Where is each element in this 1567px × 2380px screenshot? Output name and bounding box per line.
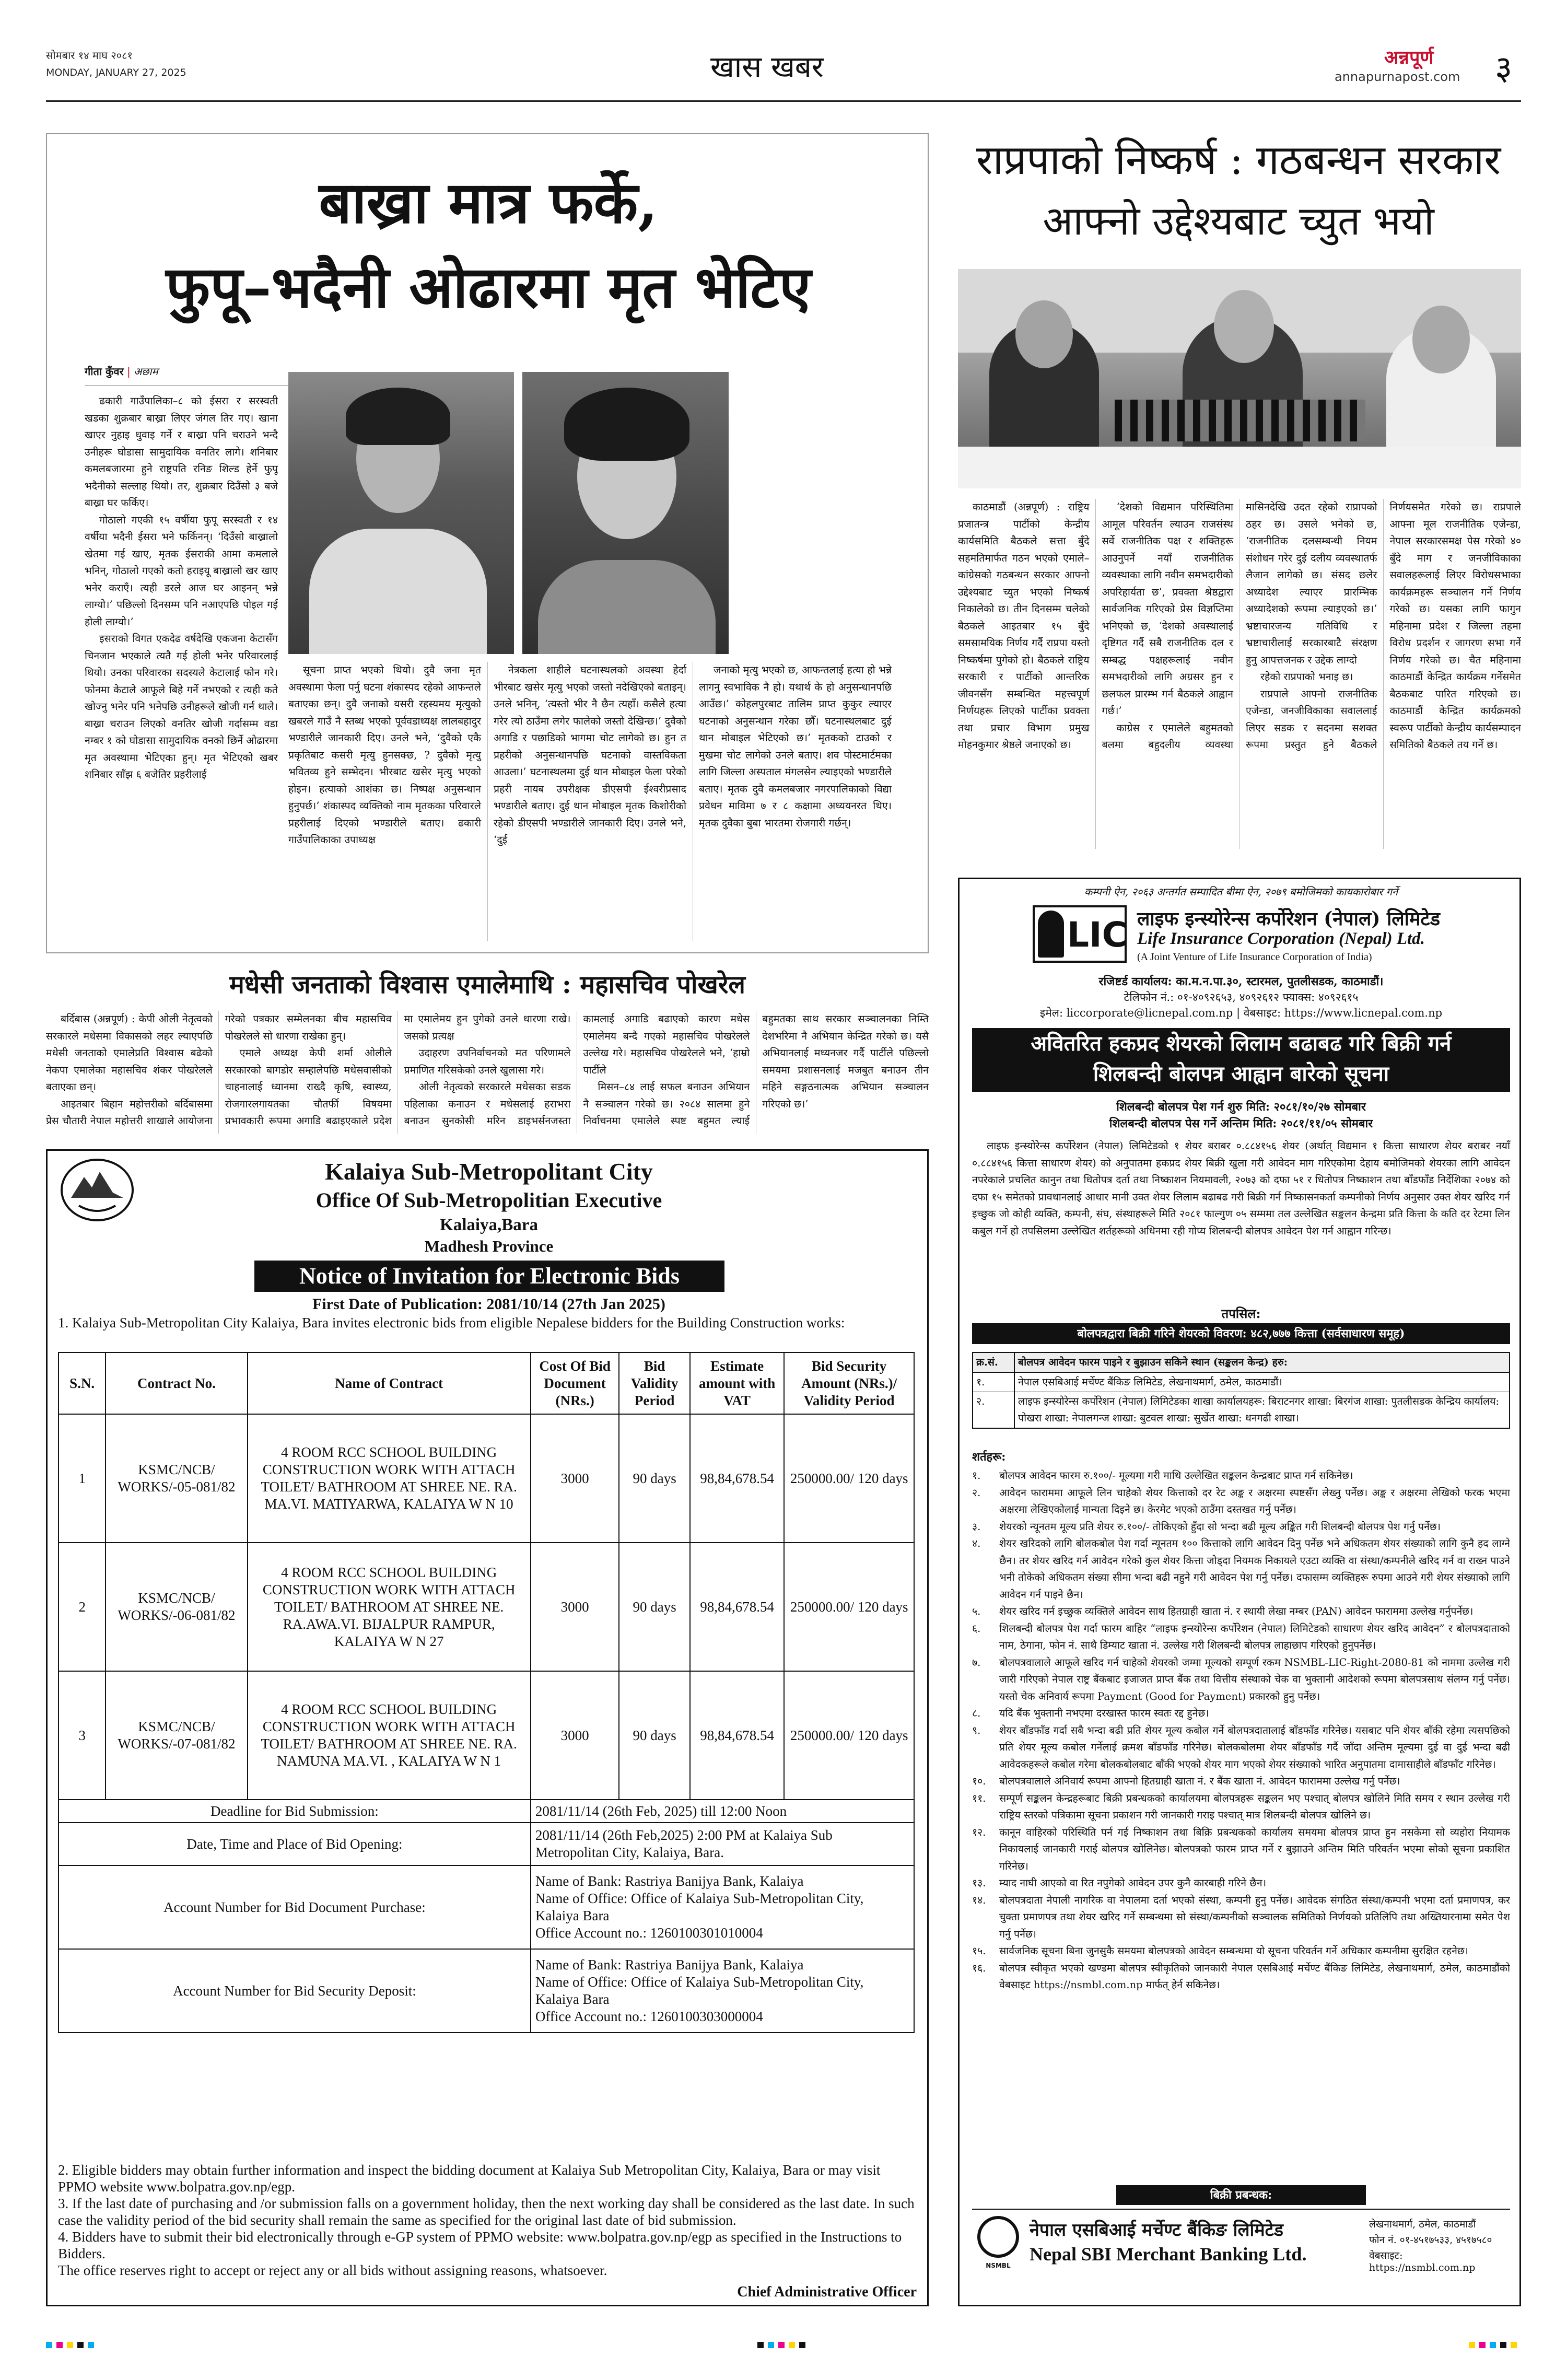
rpp-para: काठमाडौं (अन्नपूर्ण) : राष्ट्रिय प्रजातन्त्र पार्टीको केन्द्रीय कार्यसमिति बैठकले सत्ता बुँदे सहमतिमार्फत गठन भएको एमाले–कांग्रेसको गठबन्धन सरकार आफ्नो उद्देश्यबाट च्युत भएको निष्कर्ष निकालेको छ। तीन दिनसम्म चलेको बैठकले आइतबार १५ बुँदे समसामयिक निर्णय गर्दै राप्रपा यस्तो निष्कर्षमा पुगेको हो। बैठकले राष्ट्रिय सरकारी र पार्टीको आन्तरिक जीवनसँग सम्बन्धित महत्त्वपूर्ण निर्णयहरू लिएको पार्टीका प्रवक्ता तथा प्रचार विभाग प्रमुख मोहनकुमार श्रेष्ठले जनाएको छ। bbox=[958, 501, 1090, 751]
cell-name: 4 ROOM RCC SCHOOL BUILDING CONSTRUCTION WORK WITH ATTACH TOILET/ BATHROOM AT SHREE NE. RA.AWA.VI. BIJALPUR RAMPUR, KALAIYA W N 27 bbox=[248, 1543, 531, 1671]
lic-dates-1: शिलबन्दी बोलपत्र पेश गर्न शुरु मिति: २०८१/१०/२७ सोमबार bbox=[1116, 1100, 1366, 1114]
detail-row bbox=[59, 1949, 914, 2033]
lic-lamp-icon bbox=[1038, 911, 1064, 958]
madhesh-body bbox=[46, 1011, 929, 1134]
lic-tapsil: तपसिल: bbox=[1221, 1306, 1261, 1321]
cell-cost: 3000 bbox=[531, 1671, 619, 1800]
masthead-date-en: MONDAY, JANUARY 27, 2025 bbox=[46, 67, 186, 78]
centers-head-title: बोलपत्र आवेदन फारम पाइने र बुझाउन सकिने स्थान (सङ्कलन केन्द्र) हरु: bbox=[1018, 1356, 1288, 1368]
term-text: शेयरको न्यूनतम मूल्य प्रति शेयर रु.१००/- तोकिएको हुँदा सो भन्दा बढी मूल्य अङ्कित गरी शिलबन्दी बोलपत्र पेश गर्नु पर्नेछ। bbox=[999, 1520, 1441, 1533]
lic-agent-block bbox=[972, 2209, 1510, 2297]
term-text: यदि बैंक भुक्तानी नभएमा दरखास्त फारम स्वतः रद्द हुनेछ। bbox=[999, 1707, 1209, 1719]
cell-cost: 3000 bbox=[531, 1543, 619, 1671]
rpp-para: राप्रपाले आफ्नो राजनीतिक एजेन्डा, जनजीविकाका सवाललाई लिएर सडक र सदनमा सशक्त रूपमा प्रस्तुत हुने बैठकले निर्णयसमेत गरेको छ। राप्रपाले आफ्ना मूल राजनीतिक एजेन्डा, नेपाल सरकारसमक्ष पेस गरेको ४० बुँदे माग र जनजीविकाका सवालहरूलाई लिएर विरोधसभाका कार्यक्रमहरू सञ्चालन गर्ने निर्णय गरेको छ। यसका लागि फागुन महिनामा प्रदेश र जिल्ला तहमा विरोध प्रदर्शन र जागरण सभा गर्ने निर्णय गरेको छ। चैत महिनामा काठमाडौं केन्द्रित कार्यक्रम गर्नेसमेत बैठकबाट पारित गरिएको छ। काठमाडौं केन्द्रित कार्यक्रमको स्वरूप पार्टीको केन्द्रीय कार्यसम्पादन समितिको बैठकले तय गर्ने छ। bbox=[1246, 501, 1521, 751]
cell-contract-no: KSMC/NCB/ WORKS/-05-081/82 bbox=[106, 1414, 247, 1543]
rpp-para: काग्रेस र एमालेले बहुमतको बलमा बहुदलीय व्यवस्था मासिनदेखि उदत रहेको राप्रापको ठहर छ। उसले भनेको छ, ‘राजनीतिक दलसम्बन्धी नियम संशोधन गरेर दुई दलीय व्यवस्थातर्फ लैजान लागेको छ। संसद छलेर अध्यादेश ल्याएर प्रारम्भिक अध्यादेशको रूपमा ल्याइएको छ।’ भ्रष्टाचारजन्य गतिविधि र भ्रष्टाचारीलाई सरकारबाटै संरक्षण हुनु आपत्तजनक र उद्देक लाग्दो bbox=[1102, 501, 1377, 751]
goat-para: ढकारी गाउँपालिका–८ को ईसरा र सरस्वती खडका शुक्रबार बाख्रा लिएर जंगल तिर गए। खाना खाएर नुहाइ धुवाइ गर्ने र बाख्रा पनि चराउने भन्दै उनीहरू घोडासा सामुदायिक वनतिर लागे। शनिबार कमलबजारमा हुने राष्ट्रपति रनिङ शिल्ड हेर्ने फुपू भदैनीको सल्लाह थियो। तर, शुक्रबार दिउँसो ३ बजे बाख्रा घर फर्किए। bbox=[85, 395, 278, 509]
centers-head-sn: क्र.सं. bbox=[973, 1353, 1015, 1372]
term-text: म्याद नाघी आएको वा रित नपुगेको आवेदन उपर कुनै कारबाही गरिने छैन। bbox=[999, 1877, 1267, 1889]
lic-terms-head: शर्तहरू: bbox=[972, 1450, 1006, 1464]
lic-name-en: Life Insurance Corporation (Nepal) Ltd. bbox=[1137, 929, 1425, 948]
mark-yellow bbox=[1511, 2342, 1517, 2348]
person-right-head bbox=[1412, 306, 1470, 374]
shirt-shape-1 bbox=[309, 529, 487, 654]
center-text: नेपाल एसबिआई मर्चेण्ट बैंकिङ लिमिटेड, लेखनाथमार्ग, ठमेल, काठमाडौं। bbox=[1018, 1376, 1282, 1388]
mark-magenta bbox=[56, 2342, 63, 2348]
mark-black bbox=[799, 2342, 805, 2348]
centers-header bbox=[973, 1353, 1509, 1373]
detail-row bbox=[59, 1800, 914, 1823]
term-text: सार्वजनिक सूचना बिना जुनसुकै समयमा बोलपत्रको आवेदन सम्बन्धमा यो सूचना परिवर्तन गर्ने अधिकार कम्पनीमा सुरक्षित रहनेछ। bbox=[999, 1945, 1468, 1957]
agent-addr: लेखनाथमार्ग, ठमेल, काठमाडौं bbox=[1369, 2219, 1476, 2230]
person-left-head bbox=[1015, 300, 1073, 368]
goat-body-col-1 bbox=[85, 393, 278, 941]
lic-title-2: शिलबन्दी बोलपत्र आह्वान बारेको सूचना bbox=[1093, 1061, 1389, 1086]
cell-security: 250000.00/ 120 days bbox=[784, 1543, 914, 1671]
list-item: ४. शेयर खरिदको लागि बोलकबोल पेश गर्दा न्यूनतम १०० कित्ताको लागि आवेदन दिनु पर्नेछ भने अधिकतम शेयर संख्याको लागि कुनै हद लाग्ने छैन। तर शेयर खरिद गर्न आवेदन गरेको कुल शेयर कित्ता जोड्दा नियमक निकायले एउटा व्यक्ति वा संस्था/कम्पनीले खरिद गर्न वा राख्न पाउने भनी तोकेको अधिकतम संख्या सीमा भन्दा बढी नहुने गरी आवेदन पेश गर्नु पर्नेछ। दफासम्म व्यक्तिहरू रुपमा आउने गरी शेयर संख्याको लागि आवेदन गर्न पाइने छैन। bbox=[972, 1535, 1510, 1603]
signature: Chief Administrative Officer bbox=[737, 2284, 917, 2300]
goat-para: इसराको विगत एकदेढ वर्षदेखि एकजना केटासँग चिनजान भएकाले त्यतै गई होली भनेर परिवारलाई थियो। उनका परिवारका सदस्यले केटालाई फोन गरे। फोनमा केटाले आफूले बिहे गर्ने नभएको र त्यही कते खोज्नु भनेर पनि भनेपछि उनीहरूले खोजी गर्न थाले। बाख्रा चराउन लिएको वनतिर खोजी गर्दासम्म वडा नम्बर १ को घोडासा सामुदायिक वनको छिर्ने ओढारमा मृत अवस्थामा भेटिएका हुन्। मृत भेटिएको खबर शनिबार साँझ ६ बजेतिर प्रहरीलाई bbox=[85, 633, 278, 780]
masthead-rule bbox=[46, 100, 1521, 102]
shirt-shape-2 bbox=[538, 560, 716, 654]
cell-sn: 2 bbox=[59, 1543, 106, 1671]
cell-name: 4 ROOM RCC SCHOOL BUILDING CONSTRUCTION WORK WITH ATTACH TOILET/ BATHROOM AT SHREE NE. RA. MA.VI. MATIYARWA, KALAIYA W N 10 bbox=[248, 1414, 531, 1543]
mark-yellow bbox=[1469, 2342, 1475, 2348]
lic-centers-table bbox=[972, 1352, 1510, 1429]
person-center-head bbox=[1214, 290, 1274, 363]
lic-notice bbox=[958, 878, 1521, 2306]
cell-name: 4 ROOM RCC SCHOOL BUILDING CONSTRUCTION WORK WITH ATTACH TOILET/ BATHROOM AT SHREE NE. RA. NAMUNA MA.VI. , KALAIYA W N 1 bbox=[248, 1671, 531, 1800]
cell-validity: 90 days bbox=[619, 1414, 690, 1543]
list-item: १४. बोलपत्रदाता नेपाली नागरिक वा नेपालमा दर्ता भएको संस्था, कम्पनी हुनु पर्नेछ। आवेदक संगठित संस्था/कम्पनी भएमा दर्ता प्रमाणपत्र, कर चुक्ता प्रमाणपत्र तथा शेयर खरिद गर्ने सम्बन्धमा सो संस्था/कम्पनीको सञ्चालक समितिको निर्णयको प्रतिलिपि तथा अख्तियारनामा समेत पेश गर्नु पर्नेछ। bbox=[972, 1892, 1510, 1943]
lic-share-head: बोलपत्रद्वारा बिक्री गरिने शेयरको विवरण: ४८२,७७७ कित्ता (सर्वसाधारण समूह) bbox=[972, 1323, 1510, 1344]
lic-email: इमेल: liccorporate@licnepal.com.np | वेबसाइट: https://www.licnepal.com.np bbox=[1039, 1007, 1443, 1019]
table-row bbox=[59, 1414, 914, 1543]
cell-sn: 1 bbox=[59, 1414, 106, 1543]
list-item: ६. शिलबन्दी बोलपत्र पेश गर्दा फारम बाहिर “लाइफ इन्स्योरेन्स कर्पोरेशन (नेपाल) लिमिटेडको साधारण शेयर खरिद आवेदन” र बोलपत्रदाताको नाम, ठेगाना, फोन नं. साथै डिम्याट खाता नं. उल्लेख गरी शिलबन्दी बोलपत्र लाहाछाप गरिएको हुनुपर्नेछ। bbox=[972, 1620, 1510, 1654]
list-item: ९. शेयर बाँडफाँड गर्दा सबै भन्दा बढी प्रति शेयर मूल्य कबोल गर्ने बोलपत्रदातालाई बाँडफाँड गरिनेछ। यसबाट पनि शेयर बाँकी रहेमा त्यसपछिको प्रति शेयर मूल्य कबोल गर्नेलाई क्रमश बाँडफाँड गरिनेछ। बोलकबोलमा शेयर बाँडफाँड गर्दै जाँदा अन्तिम मूल्यमा दुई वा दुई भन्दा बढी आवेदकहरूले कबोल गरेमा बोलकबोलबाट बाँकी भएको शेयर माग भएको शेयर संख्याको भारित अनुपातमा दामासाहीले बाँडफाँट गरिनेछ। bbox=[972, 1722, 1510, 1774]
kalaiya-office: Office Of Sub-Metropolitian Executive bbox=[315, 1188, 662, 1212]
agent-name-np: नेपाल एसबिआई मर्चेण्ट बैंकिङ लिमिटेड bbox=[1030, 2220, 1283, 2241]
note-item: 2. Eligible bidders may obtain further information and inspect the bidding document at Kalaiya Sub Metropolitan City, Kalaiya, Bara or may visit PPMO website www.bolpatra.gov.np/egp. bbox=[58, 2162, 881, 2195]
masthead-date-np: सोमबार १४ माघ २०८१ bbox=[46, 49, 133, 62]
microphones bbox=[1115, 400, 1365, 441]
rpp-headline-1: राप्रपाको निष्कर्ष : गठबन्धन सरकार bbox=[976, 137, 1501, 184]
term-text: शेयर खरिद गर्न इच्छुक व्यक्तिले आवेदन साथ हितग्राही खाता नं. र स्थायी लेखा नम्बर (PAN) आवेदन फाराममा उल्लेख गर्नुपर्नेछ। bbox=[999, 1605, 1474, 1617]
madhesh-headline: मधेसी जनताको विश्वास एमालेमाथि : महासचिव पोखरेल bbox=[229, 970, 745, 999]
agent-name-en: Nepal SBI Merchant Banking Ltd. bbox=[1030, 2244, 1307, 2265]
center-text: लाइफ इन्स्योरेन्स कर्पोरेशन (नेपाल) लिमिटेडका शाखा कार्यालयहरू: बिराटनगर शाखा: बिरगंज शाखा: पुतलीसडक केन्द्रिय कार्यालय: पोखरा शाखा: नेपालगन्ज शाखा: बुटवल शाखा: सुर्खेत शाखा: धनगढी शाखा। bbox=[1018, 1395, 1500, 1424]
page-number: ३ bbox=[1495, 49, 1513, 88]
lic-logo-text: LIC bbox=[1067, 915, 1128, 955]
madhesh-para: उदाहरण उपनिर्वाचनको मत परिणामले प्रमाणित गरिसकेको उनले खुलासा गरे। bbox=[404, 1047, 571, 1076]
kalaiya-notice bbox=[46, 1149, 929, 2306]
list-item: १२. कानून वाहिरको परिस्थिति पर्न गई निष्काशन तथा बिक्रि प्रबन्धकको कार्यालय समयमा बोलपत्र प्राप्त हुन नसकेमा सो व्यहोरा नियामक निकायलाई जानकारी गराई बोलपत्र खोलिनेछ। बोलपत्रको फारम प्राप्त गर्ने र बुझाउने अन्तिम मिति परिवर्तन भएमा सोको सूचना प्रकाशित गरिनेछ। bbox=[972, 1824, 1510, 1875]
nsmbl-logo-icon bbox=[977, 2216, 1019, 2258]
photo-victim-1 bbox=[288, 372, 514, 654]
goat-para: गोठालो गएकी १५ वर्षीया फुपू सरस्वती र १४ वर्षीया भदैनी ईसरा भने फर्किनन्। ‘दिउँसो बाख्रालो खेतमा गई खाए, मृतक ईसराकी आमा कमलाले भनिन्, गोठालो गएको कतो हराइयू बाख्रालो खर खाए भनेर कराएँ। त्यही डरले आज घर आइनन् भन्ने लाग्यो।’ पछिल्लो दिनसम्म पनि नआएपछि पोइल गई होली लाग्यो।’ bbox=[85, 514, 278, 628]
term-text: बोलपत्र स्वीकृत भएको खण्डमा बोलपत्र स्वीकृतिको जानकारी नेपाल एसबिआई मर्चेण्ट बैंकिङ लिमिटेड, लेखनाथमार्ग, ठमेल, काठमाडौंको वेबसाइट https://nsmbl.com.np मार्फत् हेर्न सकिनेछ। bbox=[999, 1962, 1510, 1991]
mark-yellow bbox=[789, 2342, 795, 2348]
detail-value: Name of Bank: Rastriya Banijya Bank, Kalaiya Name of Office: Office of Kalaiya Sub-Metropolitan City, Kalaiya Bara Office Account no.: 1260100303000004 bbox=[531, 1949, 914, 2033]
note-item: 4. Bidders have to submit their bid electronically through e-GP system of PPMO website: www.bolpatra.gov.np/egp as specified in the Instructions to Bidders. bbox=[58, 2229, 902, 2261]
cell-validity: 90 days bbox=[619, 1543, 690, 1671]
detail-label: Account Number for Bid Security Deposit: bbox=[59, 1949, 531, 2033]
cell-sn: 3 bbox=[59, 1671, 106, 1800]
mark-cyan bbox=[768, 2342, 774, 2348]
center-sn: १. bbox=[973, 1373, 1015, 1392]
mark-black bbox=[757, 2342, 764, 2348]
th-security: Bid Security Amount (NRs.)/ Validity Period bbox=[784, 1352, 914, 1414]
bids-table bbox=[58, 1352, 915, 2033]
mark-black bbox=[1500, 2342, 1506, 2348]
term-text: शेयर खरिदको लागि बोलकबोल पेश गर्दा न्यूनतम १०० कित्ताको लागि आवेदन दिनु पर्नेछ भने अधिकतम शेयर संख्याको लागि कुनै हद लाग्ने छैन। तर शेयर खरिद गर्न आवेदन गरेको कुल शेयर कित्ता जोड्दा नियमक निकायले एउटा व्यक्ति वा संस्था/कम्पनीले खरिद गर्न वा राख्न पाउने भनी तोकेको अधिकतम संख्या सीमा भन्दा बढी नहुने गरी आवेदन पेश गर्नु पर्नेछ। दफासम्म व्यक्तिहरू रुपमा आउने गरी शेयर संख्याको लागि आवेदन गर्न पाइने छैन। bbox=[999, 1537, 1510, 1601]
madhesh-para: एमाले अध्यक्ष केपी शर्मा ओलीले सरकारको बागडोर सम्हालेपछि मधेसवासीको चाहनालाई ध्यानमा राख्दै कृषि, स्वास्थ्य, रोजगारलगायतका चौतर्फी विषयमा प्रभावकारी रूपमा अगाडि बढाइएकाले प्रदेश मा एमालेमय हुन पुगेको उनले धारणा राखे। जसको प्रत्यक्ष bbox=[225, 1013, 571, 1127]
mark-black bbox=[77, 2342, 84, 2348]
goat-byline bbox=[85, 364, 158, 378]
cell-cost: 3000 bbox=[531, 1414, 619, 1543]
goat-headline-2: फुपू–भदैनी ओढारमा मृत भेटिए bbox=[166, 253, 811, 321]
press-table bbox=[958, 447, 1521, 488]
byline-sep: | bbox=[127, 365, 134, 378]
cell-security: 250000.00/ 120 days bbox=[784, 1671, 914, 1800]
goat-para: जनाको मृत्यु भएको छ, आफन्तलाई हत्या हो भन्ने लागनु स्वभाविक नै हो। यथार्थ के हो अनुसन्धानपछि आउँछ।’ कोहलपुरबाट तालिम प्राप्त कुकुर ल्याएर घटनाको अनुसन्धान गरेका छौँ। घटनास्थलबाट दुई थान मोबाइल भेटिएको छ।’ मृतकको टाउको र मुखमा चोट लागेको उनले बताए। शव पोस्टमार्टमका लागि जिल्ला अस्पताल मंगलसेन ल्याइएको भण्डारीले बताए। मृतक दुवै कमलबजार नगरपालिकाको विद्या प्रवेधन माविमा ७ र ८ कक्षामा अध्ययनरत थिए। मृतक दुवैका बुबा भारतमा रोजगारी गर्छन्। bbox=[699, 664, 892, 829]
mark-cyan bbox=[1490, 2342, 1496, 2348]
madhesh-para: मिसन–८४ लाई सफल बनाउन अभियान नै सञ्चालन गरेको छ। २०८४ सालमा हुने निर्वाचनमा एमालेले स्पष्ट बहुमत ल्याई बहुमतका साथ सरकार सञ्चालनका निम्ति देशभरिमा नै अभियान केन्द्रित गरेको छ। यसै अभियानलाई मध्यनजर गर्दै पार्टीले पछिल्लो समयमा प्रशासनलाई मजबुत बनाउन तीन महिने सङ्गठनात्मक अभियान सञ्चालन गरिएको छ।’ bbox=[583, 1013, 929, 1127]
detail-label: Account Number for Bid Document Purchase: bbox=[59, 1865, 531, 1949]
kalaiya-notes bbox=[58, 2162, 915, 2279]
list-item: २. आवेदन फाराममा आफूले लिन चाहेको शेयर कित्ताको दर रेट अङ्क र अक्षरमा स्पष्टसँग लेख्नु पर्नेछ। अङ्क र अक्षरमा लेखिको फरक भएमा अक्षरमा लेखिएकोलाई मान्यता दिइने छ। केरमेट भएको ठाउँमा दस्तखत गर्नु पर्नेछ। bbox=[972, 1485, 1510, 1519]
th-cost: Cost Of Bid Document (NRs.) bbox=[531, 1352, 619, 1414]
kalaiya-intro: 1. Kalaiya Sub-Metropolitan City Kalaiya, Bara invites electronic bids from eligible Nepalese bidders for the Building Construction works: bbox=[58, 1315, 845, 1331]
madhesh-para: आइतबार बिहान महोत्तरीको बर्दिबासमा प्रेस चौतारी नेपाल महोत्तरी शाखाले आयोजना गरेको पत्रकार सम्मेलनका बीच महासचिव पोखरेलले सो धारणा राखेका हुन्। bbox=[46, 1013, 392, 1127]
brand-logo: अन्नपूर्ण bbox=[1384, 47, 1434, 68]
detail-row bbox=[59, 1865, 914, 1949]
table-row bbox=[59, 1543, 914, 1671]
cell-contract-no: KSMC/NCB/ WORKS/-07-081/82 bbox=[106, 1671, 247, 1800]
th-validity: Bid Validity Period bbox=[619, 1352, 690, 1414]
lic-name-np: लाइफ इन्स्योरेन्स कर्पोरेशन (नेपाल) लिमिटेड bbox=[1137, 908, 1440, 930]
list-item: १. बोलपत्र आवेदन फारम रु.१००/- मूल्यमा गरी माथि उल्लेखित सङ्कलन केन्द्रबाट प्राप्त गर्न सकिनेछ। bbox=[972, 1467, 1510, 1485]
bids-table-wrap bbox=[58, 1352, 915, 2033]
term-text: शिलबन्दी बोलपत्र पेश गर्दा फारम बाहिर “लाइफ इन्स्योरेन्स कर्पोरेशन (नेपाल) लिमिटेडको साधारण शेयर खरिद आवेदन” र बोलपत्रदाताको नाम, ठेगाना, फोन नं. साथै डिम्याट खाता नं. उल्लेख गरी शिलबन्दी बोलपत्र लाहाछाप गरिएको हुनुपर्नेछ। bbox=[999, 1622, 1510, 1651]
kalaiya-province: Madhesh Province bbox=[424, 1237, 554, 1255]
mark-cyan bbox=[46, 2342, 52, 2348]
rpp-body bbox=[958, 499, 1521, 849]
list-item: १६. बोलपत्र स्वीकृत भएको खण्डमा बोलपत्र स्वीकृतिको जानकारी नेपाल एसबिआई मर्चेण्ट बैंकिङ लिमिटेड, लेखनाथमार्ग, ठमेल, काठमाडौंको वेबसाइट https://nsmbl.com.np मार्फत् हेर्न सकिनेछ। bbox=[972, 1960, 1510, 1994]
lic-terms bbox=[972, 1467, 1510, 2175]
cell-security: 250000.00/ 120 days bbox=[784, 1414, 914, 1543]
lic-dates-2: शिलबन्दी बोलपत्र पेस गर्ने अन्तिम मिति: २०८१/११/०५ सोमबार bbox=[1109, 1117, 1373, 1130]
list-item: १०. बोलपत्रवालाले अनिवार्य रूपमा आफ्नो हितग्राही खाता नं. र बैंक खाता नं. आवेदन फाराममा उल्लेख गर्नु पर्नेछ। bbox=[972, 1773, 1510, 1790]
lic-agent-label: बिक्री प्रबन्धक: bbox=[1116, 2185, 1366, 2205]
detail-value: Name of Bank: Rastriya Banijya Bank, Kalaiya Name of Office: Office of Kalaiya Sub-Metropolitan City, Kalaiya Bara Office Account no.: 1260100301010004 bbox=[531, 1865, 914, 1949]
rpp-headline-2: आफ्नो उद्देश्यबाट च्युत भयो bbox=[1043, 197, 1434, 244]
lic-reg-office: रजिष्टर्ड कार्यालय: का.म.न.पा.३०, स्टारमल, पुतलीसडक, काठमाडौं। bbox=[1098, 975, 1384, 988]
note-item: 3. If the last date of purchasing and /or submission falls on a government holiday, then the next working day shall be considered as the last date. In such case the validity period of the bid security shall remain the same as specified for the original last date of bid submission. bbox=[58, 2196, 915, 2228]
kalaiya-city: Kalaiya,Bara bbox=[440, 1216, 538, 1234]
list-item: ३. शेयरको न्यूनतम मूल्य प्रति शेयर रु.१००/- तोकिएको हुँदा सो भन्दा बढी मूल्य अङ्कित गरी शिलबन्दी बोलपत्र पेश गर्नु पर्नेछ। bbox=[972, 1519, 1510, 1536]
term-text: बोलपत्रदाता नेपाली नागरिक वा नेपालमा दर्ता भएको संस्था, कम्पनी हुनु पर्नेछ। आवेदक संगठित संस्था/कम्पनी भएमा दर्ता प्रमाणपत्र, कर चुक्ता प्रमाणपत्र तथा शेयर खरिद गर्ने सम्बन्धमा सो संस्था/कम्पनीको सञ्चालक समितिको निर्णयको प्रतिलिपि तथा अख्तियारनामा समेत पेश गर्नु पर्नेछ। bbox=[999, 1894, 1510, 1940]
goat-headline-1: बाख्रा मात्र फर्के, bbox=[319, 169, 658, 236]
term-text: बोलपत्रवालाले अनिवार्य रूपमा आफ्नो हितग्राही खाता नं. र बैंक खाता नं. आवेदन फाराममा उल्लेख गर्नु पर्नेछ। bbox=[999, 1775, 1400, 1787]
goat-body-cols bbox=[288, 662, 892, 941]
cell-estimate: 98,84,678.54 bbox=[690, 1543, 784, 1671]
cell-contract-no: KSMC/NCB/ WORKS/-06-081/82 bbox=[106, 1543, 247, 1671]
rpp-para: रहेको राप्रपाको भनाइ छ। bbox=[1260, 671, 1353, 683]
agent-phone: फोन नं. ०१-४५१७५३३, ४५१७५८० bbox=[1369, 2234, 1492, 2246]
detail-value: 2081/11/14 (26th Feb, 2025) till 12:00 Noon bbox=[531, 1800, 914, 1823]
detail-label: Deadline for Bid Submission: bbox=[59, 1800, 531, 1823]
detail-label: Date, Time and Place of Bid Opening: bbox=[59, 1823, 531, 1865]
th-estimate: Estimate amount with VAT bbox=[690, 1352, 784, 1414]
list-item: १५. सार्वजनिक सूचना बिना जुनसुकै समयमा बोलपत्रको आवेदन सम्बन्धमा यो सूचना परिवर्तन गर्ने अधिकार कम्पनीमा सुरक्षित रहनेछ। bbox=[972, 1943, 1510, 1960]
term-text: शेयर बाँडफाँड गर्दा सबै भन्दा बढी प्रति शेयर मूल्य कबोल गर्ने बोलपत्रदातालाई बाँडफाँड गरिनेछ। यसबाट पनि शेयर बाँकी रहेमा त्यसपछिको प्रति शेयर मूल्य कबोल गर्नेलाई क्रमश बाँडफाँड गरिनेछ। बोलकबोलमा शेयर बाँडफाँड गर्दै जाँदा अन्तिम मूल्यमा दुई वा दुई भन्दा बढी आवेदकहरूले कबोल गरेमा बोलकबोलबाट बाँकी भएको शेयर माग भएको शेयर संख्याको भारित अनुपातमा दामासाहीले बाँडफाँट गरिनेछ। bbox=[999, 1724, 1510, 1770]
byline-place: अछाम bbox=[134, 365, 158, 378]
hair-shape-2 bbox=[564, 388, 689, 461]
list-item: ५. शेयर खरिद गर्न इच्छुक व्यक्तिले आवेदन साथ हितग्राही खाता नं. र स्थायी लेखा नम्बर (PAN) आवेदन फाराममा उल्लेख गर्नुपर्नेछ। bbox=[972, 1603, 1510, 1620]
notice-title-banner: Notice of Invitation for Electronic Bids bbox=[254, 1261, 724, 1292]
section-title: खास खबर bbox=[710, 50, 824, 84]
detail-value: 2081/11/14 (26th Feb,2025) 2:00 PM at Kalaiya Sub Metropolitan City, Kalaiya, Bara. bbox=[531, 1823, 914, 1865]
detail-row bbox=[59, 1823, 914, 1865]
term-text: बोलपत्रवालाले आफूले खरिद गर्न चाहेको शेयरको जम्मा मूल्यको सम्पूर्ण रकम NSMBL-LIC-Right-2080-81 को नाममा उल्लेख गरी जारी गरिएको नेपाल राष्ट्र बैंकबाट इजाजत प्राप्त बैंक तथा वित्तीय संस्थाको चेक वा भुक्तानी आदेशको रूपमा बोलपत्रसाथ संलग्न गर्नु पर्नेछ। यस्तो चेक अनिवार्य रूपमा Payment (Good for Payment) प्रकारको हुनु पर्नेछ। bbox=[999, 1656, 1510, 1702]
list-item: ८. यदि बैंक भुक्तानी नभएमा दरखास्त फारम स्वतः रद्द हुनेछ। bbox=[972, 1705, 1510, 1722]
photo-victim-2 bbox=[522, 372, 729, 654]
cell-validity: 90 days bbox=[619, 1671, 690, 1800]
term-text: कानून वाहिरको परिस्थिति पर्न गई निष्काशन तथा बिक्रि प्रबन्धकको कार्यालय समयमा बोलपत्र प्राप्त हुन नसकेमा सो व्यहोरा नियामक निकायलाई जानकारी गराई बोलपत्र खोलिनेछ। बोलपत्रको फारम प्राप्त गर्ने र बुझाउने अन्तिम मिति परिवर्तन भएमा सोको सूचना प्रकाशित गरिनेछ। bbox=[999, 1826, 1510, 1872]
term-text: आवेदन फाराममा आफूले लिन चाहेको शेयर कित्ताको दर रेट अङ्क र अक्षरमा स्पष्टसँग लेख्नु पर्नेछ। अङ्क र अक्षरमा लेखिको फरक भएमा अक्षरमा लेखिएकोलाई मान्यता दिइने छ। केरमेट भएको ठाउँमा दस्तखत गर्नु पर्नेछ। bbox=[999, 1486, 1510, 1515]
goat-story-box bbox=[46, 133, 929, 953]
bids-header-row bbox=[59, 1352, 914, 1414]
lic-logo-box bbox=[1033, 905, 1127, 963]
mark-cyan bbox=[88, 2342, 94, 2348]
mark-magenta bbox=[778, 2342, 785, 2348]
nsmbl-logo-text: NSMBL bbox=[986, 2262, 1011, 2269]
th-sn: S.N. bbox=[59, 1352, 106, 1414]
first-publication: First Date of Publication: 2081/10/14 (27th Jan 2025) bbox=[312, 1296, 665, 1313]
lic-intro: लाइफ इन्स्योरेन्स कर्पोरेशन (नेपाल) लिमिटेडको १ शेयर बराबर ०.८८४१५६ शेयर (अर्थात् विद्यमान १ कित्ता साधारण शेयर बराबर नयाँ ०.८८४१५६ कित्ता साधारण शेयर) को अनुपातमा हकप्रद शेयर बिक्री खुला गरी आवेदन माग गरिएकोमा देहाय बमोजिमको शेयरका लागि आवेदन नपरेकाले प्रचलित कानुन तथा धितोपत्र दर्ता तथा निष्काशन नियमावली, २०७३ को दफा ५१ र धितोपत्र निष्काशन तथा बाँडफाँड निर्देशिका २०७४ को दफा १५ समेतको प्रावधानलाई आधार मानी उक्त शेयर लिलाम बढाबढ गरी बिक्री गर्न निष्कासनकर्ता कम्पनीको निर्णय अनुसार उक्त शेयर खरिद गर्न इच्छुक जो कोही व्यक्ति, कम्पनी, संघ, संस्थाहरूले मिति २०८१ फाल्गुण ०५ सम्ममा तल उल्लेखित सङ्कलन केन्द्रमा प्रति कित्ता के कति दर रेटमा लिन कबुल गर्ने हो तपसिलमा उल्लेखित शर्तहरूको अधिनमा रही गोप्य शिलबन्दी बोलपत्र आवेदन पेश गर्न आह्वान गरिन्छ। bbox=[972, 1140, 1510, 1237]
mark-magenta bbox=[1479, 2342, 1486, 2348]
list-item: ७. बोलपत्रवालाले आफूले खरिद गर्न चाहेको शेयरको जम्मा मूल्यको सम्पूर्ण रकम NSMBL-LIC-Right-2080-81 को नाममा उल्लेख गरी जारी गरिएको नेपाल राष्ट्र बैंकबाट इजाजत प्राप्त बैंक तथा वित्तीय संस्थाको चेक वा भुक्तानी आदेशको रूपमा बोलपत्रसाथ संलग्न गर्नु पर्नेछ। यस्तो चेक अनिवार्य रूपमा Payment (Good for Payment) प्रकारको हुनु पर्नेछ। bbox=[972, 1654, 1510, 1706]
madhesh-para: बर्दिबास (अन्नपूर्ण) : केपी ओली नेतृत्वको सरकारले मधेसमा विकासको लहर ल्याएपछि मधेसी जनताको एमालेप्रति विश्वास बढेको नेकपा एमालेका महासचिव शंकर पोखरेलले बताएका छन्। bbox=[46, 1013, 213, 1093]
byline-rule bbox=[85, 385, 289, 386]
list-item: ११. सम्पूर्ण सङ्कलन केन्द्रहरूबाट बिक्री प्रबन्धकको कार्यालयमा बोलपत्रहरू सङ्कलन भए पश्चात् बोलपत्र खोलिने मिति समय र स्थान उल्लेख गरी राष्ट्रिय स्तरको पत्रिकामा सूचना प्रकाशन गरी जानकारी गराइ पश्चात् मात्र शिलबन्दी बोलपत्र खोलिने छ। bbox=[972, 1790, 1510, 1824]
goat-para: नेत्रकला शाहीले घटनास्थलको अवस्था हेर्दा भीरबाट खसेर मृत्यु भएको जस्तो नदेखिएको बताइन्। उनले भनिन्, ‘त्यस्तो भीर नै छैन त्यहाँ। कसैले हत्या गरेर त्यो ठाउँमा लगेर फालेको जस्तो देखिन्छ।’ दुवैको अगाडि र पछाडिको भागमा चोट लागेको छ। हुन त प्रहरीको अनुसन्धानपछि घटनाको वास्तविकता आउला।’ घटनास्थलमा दुई थान मोबाइल फेला परेको प्रहरी नायब उपरीक्षक डीएसपी ईश्वरीप्रसाद भण्डारीले बताए। दुई थान मोबाइल मृतक किशोरीको रहेको डीएसपी भण्डारीले जानकारी दिए। उनले भने, ‘दुई bbox=[494, 664, 686, 846]
list-item bbox=[973, 1392, 1509, 1428]
lic-sub-en: (A Joint Venture of Life Insurance Corporation of India) bbox=[1137, 951, 1372, 963]
mark-yellow bbox=[67, 2342, 73, 2348]
cell-estimate: 98,84,678.54 bbox=[690, 1414, 784, 1543]
th-name: Name of Contract bbox=[248, 1352, 531, 1414]
lic-title-banner bbox=[972, 1028, 1510, 1092]
terms-list bbox=[972, 1467, 1510, 1994]
term-text: सम्पूर्ण सङ्कलन केन्द्रहरूबाट बिक्री प्रबन्धकको कार्यालयमा बोलपत्रहरू सङ्कलन भए पश्चात् बोलपत्र खोलिने मिति समय र स्थान उल्लेख गरी राष्ट्रिय स्तरको पत्रिकामा सूचना प्रकाशन गरी जानकारी गराइ पश्चात् मात्र शिलबन्दी बोलपत्र खोलिने छ। bbox=[999, 1792, 1510, 1821]
reserve-note: The office reserves right to accept or reject any or all bids without assigning reasons, whatsoever. bbox=[58, 2262, 607, 2278]
list-item: १३. म्याद नाघी आएको वा रित नपुगेको आवेदन उपर कुनै कारबाही गरिने छैन। bbox=[972, 1875, 1510, 1892]
byline-name: गीता कुँवर bbox=[85, 365, 124, 378]
cell-estimate: 98,84,678.54 bbox=[690, 1671, 784, 1800]
list-item bbox=[973, 1373, 1509, 1392]
site-url: annapurnapost.com bbox=[1335, 69, 1460, 84]
lic-title-1: अवितरित हकप्रद शेयरको लिलाम बढाबढ गरि बिक्री गर्न bbox=[1031, 1031, 1452, 1056]
lic-phone: टेलिफोन नं.: ०१-४०९२६५३, ४०९२६१२ फ्याक्स: ४०९२६१५ bbox=[1124, 991, 1359, 1004]
lic-top-line: कम्पनी ऐन, २०६३ अन्तर्गत सम्पादित बीमा ऐन, २०७९ बमोजिमको कायकारोबार गर्ने bbox=[1084, 885, 1398, 898]
rpp-para: ‘देशको विद्यमान परिस्थितिमा आमूल परिवर्तन ल्याउन राजसंस्थ सर्वे राजनीतिक पक्ष र शक्तिहरू आउनुपर्ने नयाँ राजनीतिक व्यवस्थाका लागि नवीन समभदारीको अपरिहार्यता छ’, प्रवक्ता श्रेष्ठद्वारा सार्वजनिक गरिएको प्रेस विज्ञप्तिमा भनिएको छ, ‘देशको अवस्थालाई दृष्टिगत गर्दै सबै राजनीतिक दल र सम्बद्ध पक्षहरूलाई नवीन समभदारीको लागि अग्रसर हुन र छलफल प्रारम्भ गर्न बैठकले आह्वान गर्छ।’ bbox=[1102, 501, 1233, 717]
agent-web: वेबसाइट: https://nsmbl.com.np bbox=[1369, 2250, 1476, 2273]
term-text: बोलपत्र आवेदन फारम रु.१००/- मूल्यमा गरी माथि उल्लेखित सङ्कलन केन्द्रबाट प्राप्त गर्न सकिनेछ। bbox=[999, 1469, 1353, 1481]
hair-shape-1 bbox=[346, 388, 450, 445]
goat-para: सूचना प्राप्त भएको थियो। दुवै जना मृत अवस्थामा फेला पर्नु घटना शंकास्पद रहेको आफन्तले बताएका छन्। दुवै जनाको यसरी रहस्यमय मृत्युको खबरले गाउँ नै स्तब्ध भएको पूर्ववडाध्यक्ष लालबहादुर भण्डारीले जानकारी दिए। उनले भने, ‘दुवैको एकै प्रकृतिबाट कसरी मृत्यु हुनसक्छ, ? दुवैको मृत्यु भवितव्य हुने सम्भेदन। भीरबाट खसेर मृत्यु भएको होइन। हत्याको आशंका छ। निष्पक्ष अनुसन्धान हुनुपर्छ।’ शंकास्पद व्यक्तिको नाम मृतकका परिवारले प्रहरीलाई दिएको भण्डारीले बताए। ढकारी गाउँपालिकाका उपाध्यक्ष bbox=[288, 664, 481, 846]
rpp-press-photo bbox=[958, 269, 1521, 488]
th-contract-no: Contract No. bbox=[106, 1352, 247, 1414]
madhesh-para: ओली नेतृत्वको सरकारले मधेसका सडक पहिलाका कनाउन र मधेसलाई हराभरा बनाउन सुनकोसी मरिन डाइभर्सनजस्ता कामलाई अगाडि बढाएको कारण मधेस एमालेमय बन्दै गएको महासचिव पोखरेलले उल्लेख गरे। महासचिव पोखरेलले भने, ‘हाम्रो पार्टीले bbox=[404, 1013, 750, 1127]
table-row bbox=[59, 1671, 914, 1800]
kalaiya-org: Kalaiya Sub-Metropolitant City bbox=[325, 1158, 653, 1185]
center-sn: २. bbox=[973, 1392, 1015, 1428]
